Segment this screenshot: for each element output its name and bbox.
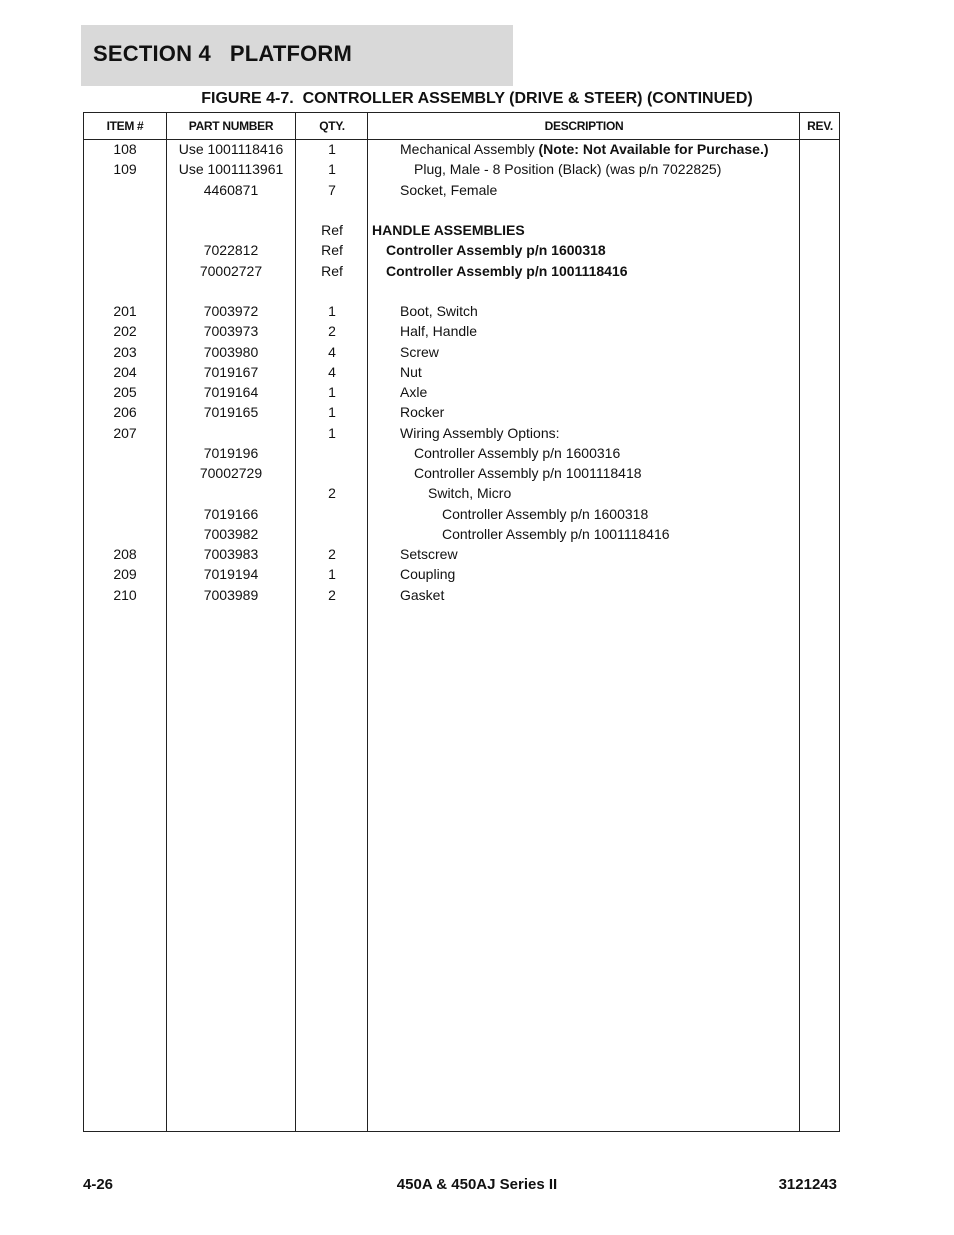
description (414, 161, 721, 177)
description-text: Coupling (400, 566, 456, 583)
column-header-item: ITEM # (106, 119, 144, 133)
part-number: 7003973 (203, 323, 259, 340)
description-text: Controller Assembly p/n 1001118416 (442, 525, 670, 542)
item-number: 205 (113, 384, 137, 400)
description-text: Controller Assembly p/n 1600318 (442, 505, 649, 522)
part-number: 70002727 (199, 262, 263, 279)
table-row (84, 463, 839, 483)
part-number: 7019165 (203, 404, 259, 421)
quantity: 4 (328, 363, 336, 380)
column-header-description: DESCRIPTION (544, 119, 624, 133)
quantity: 1 (328, 141, 336, 157)
item-number: 209 (113, 566, 137, 583)
item-number: 210 (113, 586, 137, 603)
item-number: 201 (113, 303, 137, 319)
table-row (84, 544, 839, 564)
description (386, 242, 606, 258)
table-row (84, 423, 839, 443)
item-number: 206 (113, 404, 137, 421)
column-header-qty: QTY. (319, 119, 345, 133)
description-text: Axle (400, 384, 428, 400)
description (386, 263, 628, 279)
description-text: Socket, Female (400, 181, 498, 198)
table-row (84, 342, 839, 362)
description (400, 546, 458, 562)
quantity: 1 (328, 424, 336, 441)
document-number: 3121243 (778, 1176, 837, 1193)
column-header-part-number: PART NUMBER (188, 119, 274, 133)
quantity: 2 (328, 485, 336, 502)
description-text: Half, Handle (400, 323, 478, 340)
description (400, 141, 769, 157)
section-title: SECTION 4 PLATFORM (93, 41, 353, 66)
table-body (84, 139, 839, 605)
quantity: 1 (328, 384, 336, 400)
description (372, 222, 525, 238)
part-number: 70002729 (199, 465, 263, 481)
item-number: 108 (113, 141, 137, 157)
description (414, 445, 620, 461)
table-row (84, 585, 839, 605)
description-text: Switch, Micro (428, 485, 512, 502)
description-text: Plug, Male - 8 Position (Black) (was p/n 7022825) (414, 161, 722, 178)
item-number: 109 (113, 161, 137, 178)
description-bold-text: Controller Assembly p/n 1001118416 (386, 262, 628, 279)
table-row (84, 200, 839, 220)
item-number: 203 (113, 343, 137, 360)
quantity: 1 (328, 566, 336, 583)
part-number: 7003982 (203, 525, 259, 542)
description-text: Nut (400, 363, 422, 380)
item-number: 202 (113, 323, 137, 340)
description (400, 364, 422, 380)
item-number: 204 (113, 363, 137, 380)
part-number: 7019167 (203, 363, 259, 380)
table-row (84, 524, 839, 544)
description (414, 465, 642, 481)
figure-title: FIGURE 4-7. CONTROLLER ASSEMBLY (DRIVE & STEER) (CONTINUED) (201, 90, 753, 107)
item-number: 208 (113, 546, 137, 562)
description-bold-text: Controller Assembly p/n 1600318 (386, 242, 606, 259)
quantity: Ref (321, 262, 343, 279)
part-number: 7003972 (203, 303, 259, 319)
table-row (84, 281, 839, 301)
description (442, 526, 670, 542)
quantity: 1 (328, 404, 336, 421)
part-number: 7019194 (203, 566, 259, 583)
part-number: 7022812 (203, 242, 259, 259)
table-row (84, 382, 839, 402)
part-number: Use 1001118416 (178, 141, 284, 157)
table-row (84, 483, 839, 503)
description-text: Setscrew (400, 546, 458, 562)
part-number: 7019196 (203, 444, 259, 461)
item-number: 207 (113, 424, 137, 441)
description (400, 344, 439, 360)
table-row (84, 301, 839, 321)
table-row (84, 220, 839, 240)
part-number: 7019164 (203, 384, 259, 400)
page-number: 4-26 (83, 1176, 114, 1193)
quantity: 7 (328, 181, 336, 198)
part-number: 7003983 (203, 546, 259, 562)
description-text: Screw (400, 343, 439, 360)
description-text: Gasket (400, 586, 445, 603)
quantity: 4 (328, 343, 336, 360)
description (442, 506, 648, 522)
quantity: Ref (321, 222, 343, 238)
description (400, 425, 560, 441)
table-row (84, 443, 839, 463)
part-number: 7019166 (203, 505, 259, 522)
quantity: 2 (328, 546, 336, 562)
description (400, 323, 477, 339)
column-header-rev: REV. (807, 119, 833, 133)
part-number: Use 1001113961 (178, 161, 284, 178)
part-number: 7003989 (203, 586, 259, 603)
description (400, 182, 497, 198)
table-row (84, 504, 839, 524)
description-text: Rocker (400, 404, 445, 421)
parts-table (83, 112, 840, 1132)
model-name: 450A & 450AJ Series II (396, 1176, 558, 1193)
description-text: Controller Assembly p/n 1600316 (414, 444, 621, 461)
part-number: 4460871 (203, 181, 259, 198)
quantity: Ref (321, 242, 343, 259)
section-header (81, 25, 513, 86)
description (400, 384, 427, 400)
table-row (84, 564, 839, 584)
description-bold-text: (Note: Not Available for Purchase.) (538, 141, 769, 157)
table-row (84, 240, 839, 260)
part-number: 7003980 (203, 343, 259, 360)
table-row (84, 159, 839, 179)
table-row (84, 261, 839, 281)
description-text: Wiring Assembly Options: (400, 424, 560, 441)
quantity: 1 (328, 161, 336, 178)
table-row (84, 139, 839, 159)
table-row (84, 180, 839, 200)
description (400, 587, 444, 603)
description (400, 303, 478, 319)
table-row (84, 321, 839, 341)
description-text: Mechanical Assembly (400, 141, 539, 157)
quantity: 1 (328, 303, 336, 319)
description (400, 404, 444, 420)
description-bold-text: HANDLE ASSEMBLIES (372, 222, 525, 238)
description-text: Controller Assembly p/n 1001118418 (414, 465, 642, 481)
quantity: 2 (328, 323, 336, 340)
description-text: Boot, Switch (400, 303, 478, 319)
description (428, 485, 511, 501)
description (400, 566, 455, 582)
quantity: 2 (328, 586, 336, 603)
table-row (84, 402, 839, 422)
table-row (84, 362, 839, 382)
